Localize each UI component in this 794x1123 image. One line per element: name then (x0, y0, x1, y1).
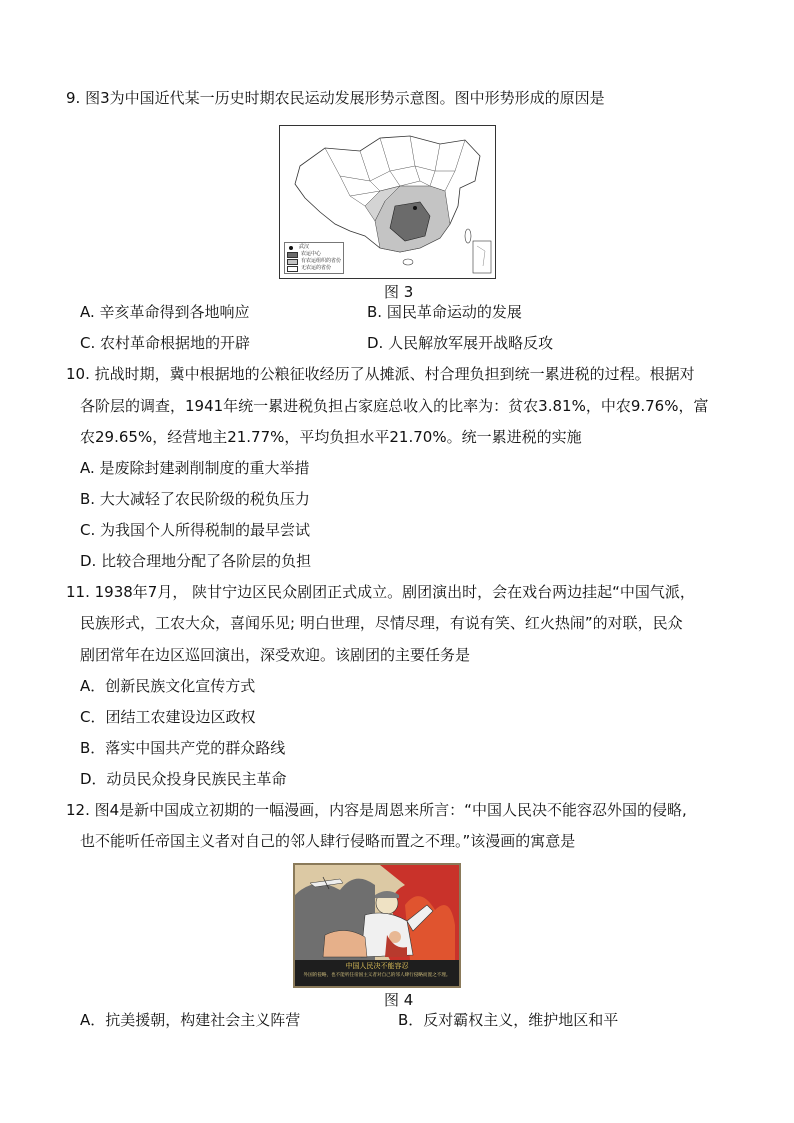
q10-stem-line-2: 各阶层的调查，1941年统一累进税负担占家庭总收入的比率为：贫农3.81%，中农9.76%，富 (80, 397, 709, 415)
q10-option-d: D. 比较合理地分配了各阶层的负担 (80, 552, 312, 570)
q11-stem-line-1: 11. 1938年7月， 陕甘宁边区民众剧团正式成立。剧团演出时，会在戏台两边挂起“中国气派， (66, 583, 695, 601)
wuhan-marker (413, 206, 417, 210)
q12-stem-line-1: 12. 图4是新中国成立初期的一幅漫画，内容是周恩来所言：“中国人民决不能容忍外国的侵略, (66, 801, 687, 819)
q11-stem-line-2: 民族形式，工农大众，喜闻乐见; 明白世理，尽情尽理，有说有笑、红火热闹”的对联，民众 (80, 614, 683, 632)
q9-option-b: B. 国民革命运动的发展 (367, 303, 522, 321)
legend-item-none: 无农运的省份 (287, 265, 341, 272)
q12-stem-line-2: 也不能听任帝国主义者对自己的邻人肆行侵略而置之不理。”该漫画的寓意是 (80, 832, 576, 850)
figure-3-caption: 图 3 (384, 283, 414, 301)
q9-option-a: A. 辛亥革命得到各地响应 (80, 303, 250, 321)
q11-option-d: D．动员民众投身民族民主革命 (80, 770, 287, 788)
q12-option-b: B．反对霸权主义，维护地区和平 (398, 1011, 619, 1029)
q11-stem-line-3: 剧团常年在边区巡回演出，深受欢迎。该剧团的主要任务是 (80, 646, 471, 664)
q10-option-a: A. 是废除封建剥削制度的重大举措 (80, 459, 310, 477)
legend-organized-swatch (287, 259, 298, 265)
legend-none-swatch (287, 266, 298, 272)
cartoon-caption-band (295, 961, 459, 981)
legend-item-organized: 有农运组织的省份 (287, 258, 341, 265)
q9-map-figure (279, 125, 496, 279)
q11-option-a: A．创新民族文化宣传方式 (80, 677, 256, 695)
q12-cartoon-figure (293, 863, 461, 988)
legend-item-center: 农运中心 (287, 251, 341, 258)
q11-option-b: B．落实中国共产党的群众路线 (80, 739, 286, 757)
legend-center-swatch (287, 252, 298, 258)
q9-stem: 9. 图3为中国近代某一历史时期农民运动发展形势示意图。图中形势形成的原因是 (66, 89, 605, 107)
map-legend (284, 242, 344, 274)
q11-option-c: C．团结工农建设边区政权 (80, 708, 256, 726)
q9-option-c: C. 农村革命根据地的开辟 (80, 334, 251, 352)
q10-option-b: B. 大大减轻了农民阶级的税负压力 (80, 490, 310, 508)
figure-4-caption: 图 4 (384, 991, 414, 1009)
legend-wuhan-dot (289, 246, 293, 250)
cartoon-text-line-1: 中国人民决不能容忍 (345, 962, 409, 970)
q10-option-c: C. 为我国个人所得税制的最早尝试 (80, 521, 311, 539)
q12-option-a: A．抗美援朝，构建社会主义阵营 (80, 1011, 301, 1029)
q10-stem-line-3: 农29.65%，经营地主21.77%，平均负担水平21.70%。统一累进税的实施 (80, 428, 582, 446)
q10-stem-line-1: 10. 抗战时期，冀中根据地的公粮征收经历了从摊派、村合理负担到统一累进税的过程。根据对 (66, 365, 695, 383)
cartoon-text-line-2: 外国的侵略，也不能听任帝国主义者对自己的邻人肆行侵略而置之不理。 (303, 973, 451, 978)
q9-option-d: D. 人民解放军展开战略反攻 (367, 334, 554, 352)
legend-item-wuhan: 武汉 (287, 244, 341, 251)
